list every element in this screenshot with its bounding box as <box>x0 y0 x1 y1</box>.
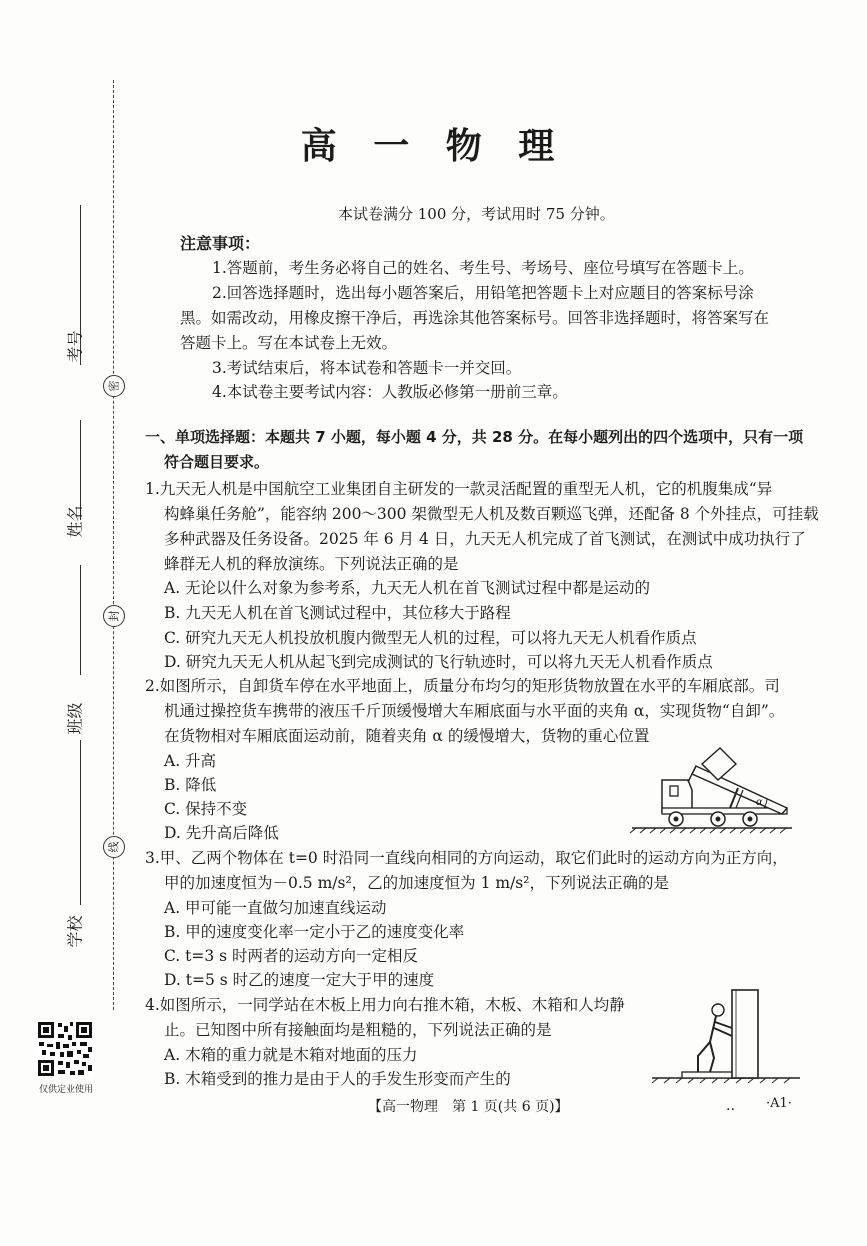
question-2-option-c: C. 保持不变 <box>164 800 248 818</box>
notice-line: 1.答题前，考生务必将自己的姓名、考生号、考场号、座位号填写在答题卡上。 <box>212 259 754 277</box>
question-2-stem: 2.如图所示，自卸货车停在水平地面上，质量分布均匀的矩形货物放置在水平的车厢底部。司 <box>145 677 780 695</box>
notice-line: 黑。如需改动，用橡皮擦干净后，再选涂其他答案标号。回答非选择题时，将答案写在 <box>180 309 770 327</box>
class-label: 班级 <box>65 702 85 735</box>
question-2-stem: 机通过操控货车携带的液压千斤顶缓慢增大车厢底面与水平面的夹角 α，实现货物“自卸”。 <box>164 702 785 720</box>
question-3-stem: 3.甲、乙两个物体在 t=0 时沿同一直线向相同的方向运动，取它们此时的运动方向为正方向， <box>145 849 788 867</box>
page-title: 高 一 物 理 <box>300 125 567 167</box>
footer-dots: .. <box>726 1098 735 1114</box>
section-heading: 一、单项选择题：本题共 7 小题，每小题 4 分，共 28 分。在每小题列出的四个选项中，只有一项 <box>145 428 804 446</box>
question-2-stem: 在货物相对车厢底面运动前，随着夹角 α 的缓慢增大，货物的重心位置 <box>164 727 650 745</box>
question-3-stem: 甲的加速度恒为－0.5 m/s²，乙的加速度恒为 1 m/s²，下列说法正确的是 <box>164 874 669 892</box>
question-2-option-a: A. 升高 <box>164 752 217 770</box>
angle-label: α <box>756 797 763 808</box>
class-blank[interactable] <box>80 565 81 675</box>
push-box-figure <box>652 988 800 1084</box>
question-1-option-a: A. 无论以什么对象为参考系，九天无人机在首飞测试过程中都是运动的 <box>164 579 651 597</box>
name-label: 姓名 <box>65 505 85 538</box>
question-1-stem: 多种武器及任务设备。2025 年 6 月 4 日，九天无人机完成了首飞测试，在测试中成功执行了 <box>164 530 806 548</box>
notice-line: 4.本试卷主要考试内容：人教版必修第一册前三章。 <box>212 383 568 401</box>
exam-info: 本试卷满分 100 分，考试用时 75 分钟。 <box>338 205 615 223</box>
dump-truck-figure <box>632 742 792 834</box>
question-4-stem: 止。已知图中所有接触面均是粗糙的，下列说法正确的是 <box>164 1021 552 1039</box>
notice-heading: 注意事项： <box>180 234 261 253</box>
seal-mark-feng: 封 <box>103 605 125 627</box>
question-4-option-a: A. 木箱的重力就是木箱对地面的压力 <box>164 1046 418 1064</box>
question-3-option-a: A. 甲可能一直做匀加速直线运动 <box>164 899 387 917</box>
school-label: 学校 <box>65 915 85 948</box>
question-4-stem: 4.如图所示，一同学站在木板上用力向右推木箱，木板、木箱和人均静 <box>145 996 625 1014</box>
notice-line: 3.考试结束后，将本试卷和答题卡一并交回。 <box>212 359 522 377</box>
question-1-option-c: C. 研究九天无人机投放机腹内微型无人机的过程，可以将九天无人机看作质点 <box>164 629 697 647</box>
exam-number-label: 考号 <box>65 330 85 363</box>
paper-code: ·A1· <box>766 1096 792 1111</box>
section-heading-cont: 符合题目要求。 <box>164 453 270 471</box>
question-1-option-d: D. 研究九天无人机从起飞到完成测试的飞行轨迹时，可以将九天无人机看作质点 <box>164 653 713 671</box>
question-3-option-b: B. 甲的速度变化率一定小于乙的速度变化率 <box>164 923 465 941</box>
question-1-option-b: B. 九天无人机在首飞测试过程中，其位移大于路程 <box>164 604 511 622</box>
question-1-stem: 蜂群无人机的释放演练。下列说法正确的是 <box>164 555 459 573</box>
question-2-option-d: D. 先升高后降低 <box>164 824 279 842</box>
qr-code-icon <box>36 1020 94 1078</box>
notice-line: 2.回答选择题时，选出每小题答案后，用铅笔把答题卡上对应题目的答案标号涂 <box>212 284 754 302</box>
qr-caption: 仅供定业使用 <box>38 1085 93 1095</box>
seal-mark-xian: 线 <box>103 836 125 858</box>
question-1-stem: 构蜂巢任务舱”，能容纳 200～300 架微型无人机及数百颗巡飞弹，还配备 8 个外挂点，可挂载 <box>164 505 819 523</box>
page-footer: 【高一物理 第 1 页(共 6 页)】 <box>368 1099 569 1115</box>
question-3-option-c: C. t=3 s 时两者的运动方向一定相反 <box>164 947 419 965</box>
question-3-option-d: D. t=5 s 时乙的速度一定大于甲的速度 <box>164 971 435 989</box>
seal-mark-mi: 密 <box>103 375 125 397</box>
question-1-stem: 1.九天无人机是中国航空工业集团自主研发的一款灵活配置的重型无人机，它的机腹集成“异 <box>145 480 773 498</box>
question-2-option-b: B. 降低 <box>164 776 217 794</box>
school-blank[interactable] <box>80 740 81 905</box>
notice-line: 答题卡上。写在本试卷上无效。 <box>180 334 398 352</box>
question-4-option-b: B. 木箱受到的推力是由于人的手发生形变而产生的 <box>164 1070 511 1088</box>
binding-line <box>113 80 114 1010</box>
